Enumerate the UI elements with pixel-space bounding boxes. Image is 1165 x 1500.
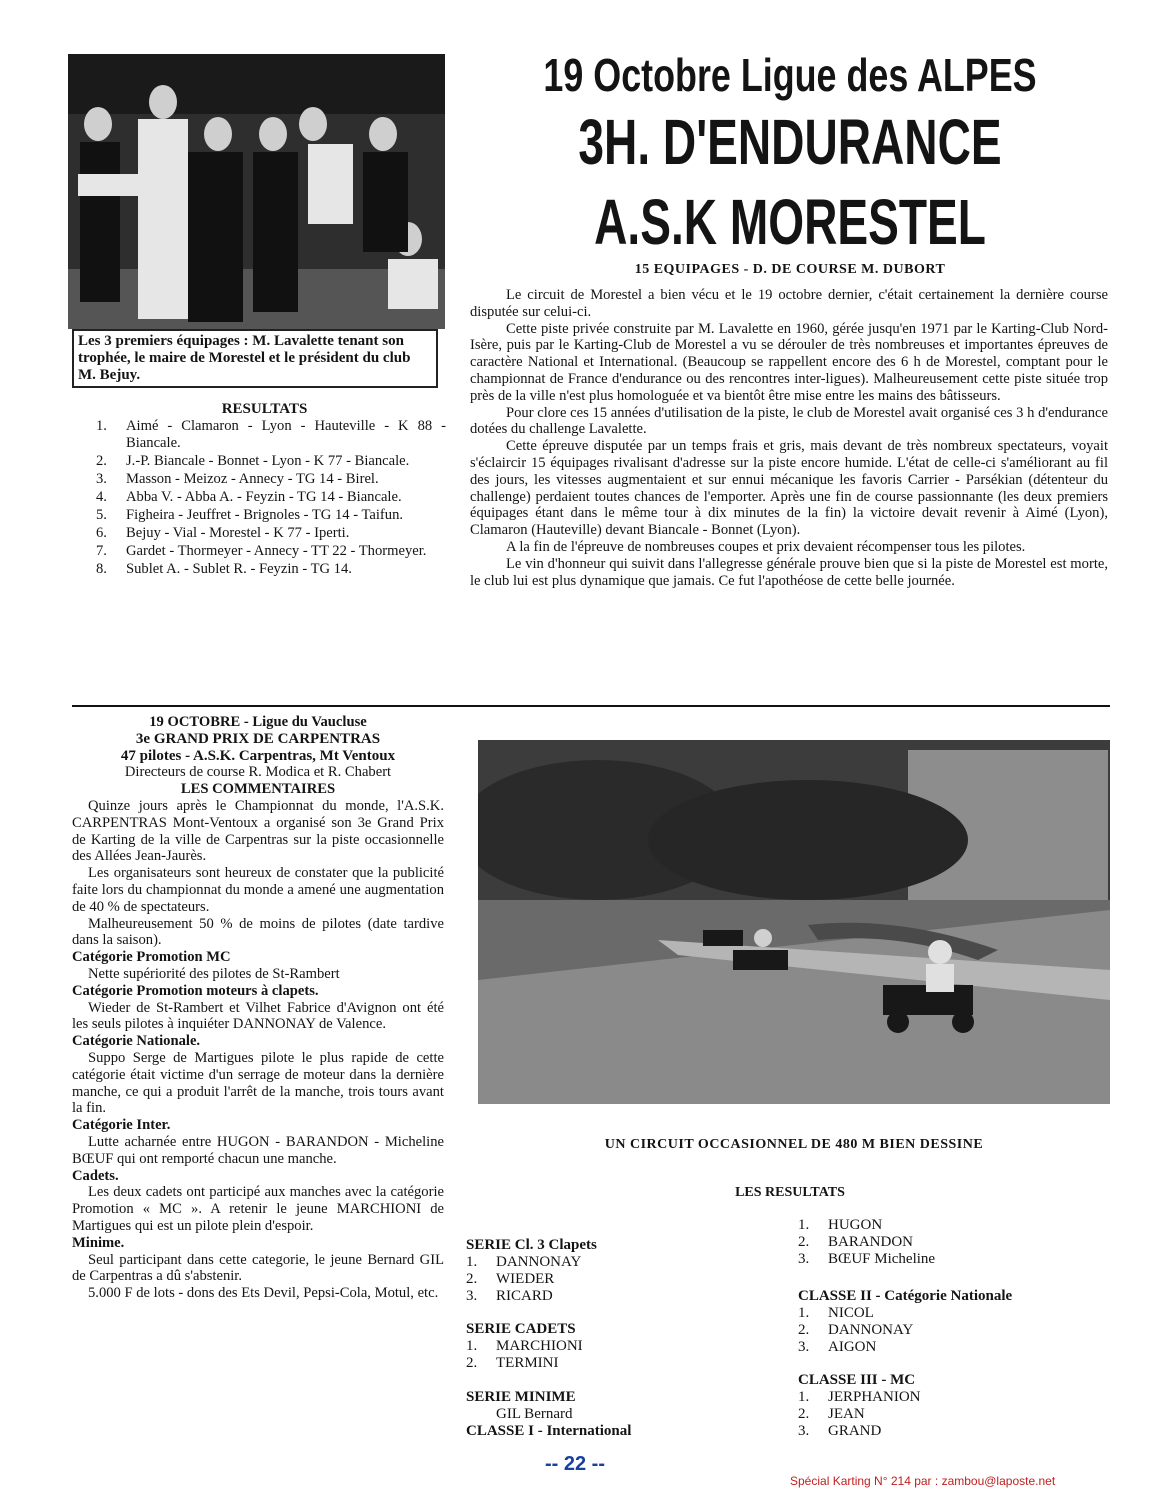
article-subhead: 15 EQUIPAGES - D. DE COURSE M. DUBORT [634, 262, 946, 277]
article-paragraph: Cette piste privée construite par M. Lavalette en 1960, gérée jusqu'en 1971 par le Karting-Club Nord-Isère, puis par le Karting-Club de Morestel a vu se dérouler de très nombreuses et importantes épreuves de caractère National et International. (Beaucoup se rappellent encore des 6 h de Morestel, comptant pour le championnat de France d'endurance ou des rencontres inter-ligues). Malheureusement cette piste située trop près de la ville n'est plus homologuée et va bientôt être mise entre les mains des bâtisseurs. [470, 320, 1108, 404]
result-text: Bejuy - Vial - Morestel - K 77 - Iperti. [126, 525, 350, 541]
result-rank: 1. [96, 418, 107, 434]
result-name: GRAND [828, 1423, 882, 1439]
serie-title: SERIE MINIME [466, 1389, 576, 1405]
results2-title: LES RESULTATS [735, 1185, 845, 1200]
serie-title: CLASSE III - MC [798, 1372, 916, 1388]
result-text: Aimé - Clamaron - Lyon - Hauteville - K 88 - Biancale. [126, 418, 446, 451]
result-name: BARANDON [828, 1234, 914, 1250]
photo-caption-top: Les 3 premiers équipages : M. Lavalette tenant son trophée, le maire de Morestel et le président du club M. Bejuy. [72, 329, 438, 388]
result-rank: 5. [96, 507, 107, 523]
result-rank: 3. [798, 1423, 810, 1439]
article-paragraph: Malheureusement 50 % de moins de pilotes (date tardive dans la saison). [72, 915, 444, 949]
list-item [96, 471, 446, 488]
list-item [96, 507, 446, 524]
classe1-heading [466, 1423, 766, 1440]
result-rank: 7. [96, 543, 107, 559]
classe2-results [798, 1288, 1098, 1356]
result-name: DANNONAY [496, 1254, 582, 1270]
serie-minime-results [466, 1389, 766, 1423]
list-item [798, 1406, 1098, 1423]
headline-line-3: A.S.K MORESTEL [594, 186, 986, 258]
article-paragraph: Pour clore ces 15 années d'utilisation de la piste, le club de Morestel avait organisé ces 3 h d'endurance dotées du challenge Lavalette. [470, 404, 1108, 438]
list-item [96, 453, 446, 470]
result-rank: 4. [96, 489, 107, 505]
list-item [798, 1305, 1098, 1322]
vaucluse-heading-date: 19 OCTOBRE - Ligue du Vaucluse [149, 714, 367, 730]
results-list [96, 418, 446, 579]
result-name: HUGON [828, 1217, 883, 1233]
list-item [96, 489, 446, 506]
result-text: Figheira - Jeuffret - Brignoles - TG 14 - Taifun. [126, 507, 404, 523]
classe3-results [798, 1372, 1098, 1440]
list-item [798, 1234, 1098, 1251]
article-paragraph: A la fin de l'épreuve de nombreuses coupes et prix devaient récompenser tous les pilotes. [506, 538, 1026, 555]
article-paragraph: 5.000 F de lots - dons des Ets Devil, Pepsi-Cola, Motul, etc. [88, 1285, 439, 1302]
result-name: WIEDER [496, 1271, 555, 1287]
result-rank: 1. [466, 1254, 478, 1270]
list-item [466, 1338, 766, 1355]
list-item [96, 561, 446, 578]
article-paragraph: Suppo Serge de Martigues pilote le plus rapide de cette catégorie était victime d'un serrage de moteur dans la dernière manche, ce qui a produit l'arrêt de la manche, trois tours avant la fin. [72, 1049, 444, 1117]
article-paragraph: Le circuit de Morestel a bien vécu et le 19 octobre dernier, c'était certainement la dernière course disputée sur celui-ci. [470, 287, 1108, 320]
category-heading: Catégorie Promotion moteurs à clapets. [72, 982, 319, 999]
article-paragraph: Lutte acharnée entre HUGON - BARANDON - Micheline BŒUF qui ont remporté chacun une manche. [72, 1133, 444, 1167]
list-item [798, 1423, 1098, 1440]
result-rank: 2. [798, 1234, 810, 1250]
result-name: DANNONAY [828, 1322, 914, 1338]
result-rank: 2. [798, 1406, 810, 1422]
photo-caption-race: UN CIRCUIT OCCASIONNEL DE 480 M BIEN DESSINE [604, 1137, 984, 1152]
category-heading: Minime. [72, 1234, 125, 1251]
footer-credit [790, 1474, 1055, 1488]
serie-title: SERIE CADETS [466, 1321, 576, 1337]
result-name: TERMINI [496, 1355, 559, 1371]
result-text: J.-P. Biancale - Bonnet - Lyon - K 77 - Biancale. [126, 453, 410, 469]
result-name: JEAN [828, 1406, 865, 1422]
result-name: BŒUF Micheline [828, 1251, 936, 1267]
result-rank: 3. [466, 1288, 478, 1304]
result-rank: 3. [798, 1339, 810, 1355]
result-rank: 1. [466, 1338, 478, 1354]
result-name: GIL Bernard [496, 1406, 573, 1422]
footer-email-link[interactable]: zambou@laposte.net [941, 1474, 1056, 1488]
article-paragraph: Seul participant dans cette categorie, le jeune Bernard GIL de Carpentras a dû s'abstenir. [72, 1251, 444, 1285]
article-paragraph: Quinze jours après le Championnat du monde, l'A.S.K. CARPENTRAS Mont-Ventoux a organisé son 3e Grand Prix de Karting de la ville de Carpentras sur la piste occasionnelle des Allées Jean-Jaurès. [72, 797, 444, 865]
result-rank: 3. [96, 471, 107, 487]
result-rank: 2. [96, 453, 107, 469]
article-morestel [470, 287, 1108, 589]
result-text: Gardet - Thormeyer - Annecy - TT 22 - Thormeyer. [126, 543, 427, 559]
list-item [96, 418, 446, 452]
article-paragraph: Le vin d'honneur qui suivit dans l'allegresse générale prouve bien que si la piste de Morestel est morte, le club lui est plus dynamique que jamais. Ce fut l'apothéose de cette belle journée. [470, 555, 1108, 589]
serie-clapets-results [466, 1237, 766, 1305]
article-paragraph: Cette épreuve disputée par un temps frais et gris, mais devant de très nombreux spectateurs, voyait s'éclaircir 15 équipages rivalisant d'adresse sur la piste encore humide. L'état de celle-ci s'améliorant au fil des jours, les vitesses augmentaient et sur ennui mécanique les favoris Carrier - Parsékian (détenteur du challenge) perdaient toutes chances de l'emporter. Après une fin de course passionnante (les deux premiers équipages étant dans le même tour à dix minutes de la fin) la victoire devait revenir à Aimé (Lyon), Clamaron (Hauteville) devant Biancale - Bonnet (Lyon). [470, 438, 1108, 539]
result-rank: 2. [798, 1322, 810, 1338]
list-item [96, 543, 446, 560]
vaucluse-heading-pilots: 47 pilotes - A.S.K. Carpentras, Mt Ventoux [120, 747, 396, 764]
category-heading: Catégorie Inter. [72, 1117, 171, 1134]
list-item [466, 1355, 766, 1372]
result-rank: 1. [798, 1389, 810, 1405]
category-heading: Cadets. [72, 1167, 119, 1184]
headline-line-1: 19 Octobre Ligue des ALPES [543, 49, 1037, 101]
list-item [798, 1339, 1098, 1356]
result-name: MARCHIONI [496, 1338, 583, 1354]
list-item [798, 1389, 1098, 1406]
results-title: RESULTATS [221, 401, 308, 417]
result-rank: 8. [96, 561, 107, 577]
category-heading: Catégorie Nationale. [72, 1033, 201, 1050]
result-name: NICOL [828, 1305, 874, 1321]
list-item [466, 1271, 766, 1288]
result-text: Sublet A. - Sublet R. - Feyzin - TG 14. [126, 561, 352, 577]
footer-credit-text: Spécial Karting N° 214 par : [790, 1474, 939, 1488]
article-paragraph: Les organisateurs sont heureux de constater que la publicité faite lors du championnat du monde a amené une augmentation de 40 % de spectateurs. [72, 865, 444, 915]
category-heading: Catégorie Promotion MC [72, 949, 231, 966]
headline-line-2: 3H. D'ENDURANCE [578, 106, 1002, 178]
serie-title: CLASSE I - International [466, 1423, 632, 1439]
list-item [466, 1288, 766, 1305]
page-number: -- 22 -- [545, 1453, 605, 1475]
article-paragraph: Les deux cadets ont participé aux manches avec la catégorie Promotion « MC ». A retenir le jeune MARCHIONI de Martigues qui est un pilote plein d'espoir. [72, 1184, 444, 1234]
result-name: AIGON [828, 1339, 877, 1355]
photo-kart-race [478, 740, 1110, 1104]
result-rank: 6. [96, 525, 107, 541]
vaucluse-race-directors: Directeurs de course R. Modica et R. Chabert [124, 764, 392, 781]
list-item [798, 1322, 1098, 1339]
list-item [798, 1217, 1098, 1234]
list-item [466, 1406, 766, 1423]
list-item [96, 525, 446, 542]
vaucluse-heading-gp: 3e GRAND PRIX DE CARPENTRAS [135, 730, 381, 747]
result-text: Masson - Meizoz - Annecy - TG 14 - Birel. [126, 471, 379, 487]
result-name: JERPHANION [828, 1389, 921, 1405]
article-paragraph: Wieder de St-Rambert et Vilhet Fabrice d'Avignon ont été les seuls pilotes à inquiéter DANNONAY de Valence. [72, 999, 444, 1033]
result-rank: 2. [466, 1271, 478, 1287]
serie-title: SERIE Cl. 3 Clapets [466, 1237, 597, 1253]
section-divider [72, 705, 1110, 707]
article-vaucluse [72, 714, 444, 1302]
classe1-results [798, 1217, 1098, 1268]
article-paragraph: Nette supériorité des pilotes de St-Rambert [88, 965, 340, 982]
serie-cadets-results [466, 1321, 766, 1372]
result-rank: 1. [798, 1305, 810, 1321]
result-text: Abba V. - Abba A. - Feyzin - TG 14 - Biancale. [126, 489, 402, 505]
serie-title: CLASSE II - Catégorie Nationale [798, 1288, 1013, 1304]
photo-trophy-ceremony [68, 54, 445, 329]
photo-trophy-ceremony-image [68, 54, 445, 329]
result-rank: 2. [466, 1355, 478, 1371]
result-name: RICARD [496, 1288, 553, 1304]
list-item [466, 1254, 766, 1271]
result-rank: 3. [798, 1251, 810, 1267]
vaucluse-comments-heading: LES COMMENTAIRES [180, 781, 336, 798]
list-item [798, 1251, 1098, 1268]
photo-kart-race-image [478, 740, 1110, 1104]
result-rank: 1. [798, 1217, 810, 1233]
